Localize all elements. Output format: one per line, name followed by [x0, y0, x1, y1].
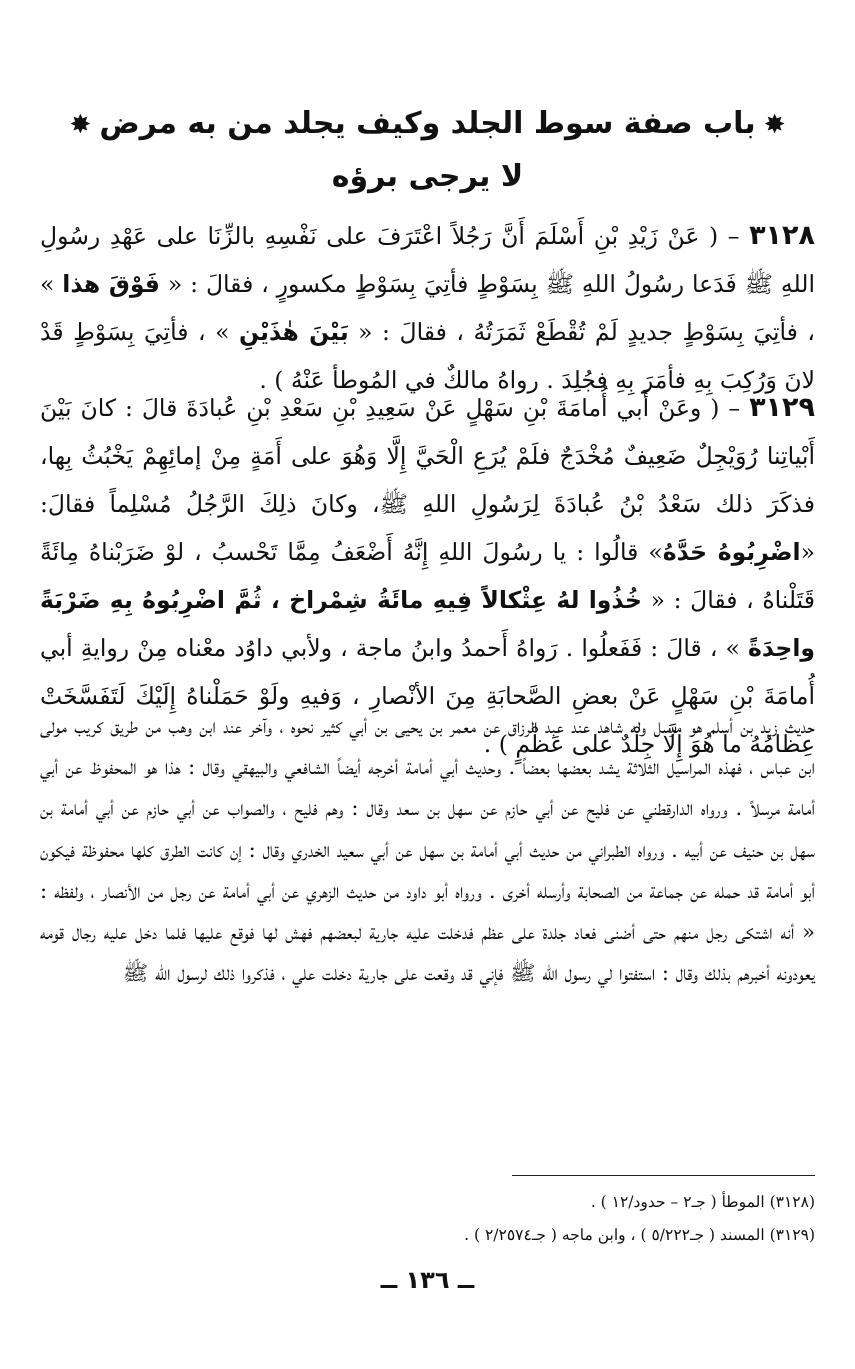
hadith-quote: فَوْقَ هذا — [62, 270, 160, 298]
footnote-3129: (٣١٢٩) المسند ( جـ٥/٢٢٢ ) ، وابن ماجه ( جـ٢/٢٥٧٤ ) . — [464, 1226, 815, 1244]
hadith-3128 — [40, 212, 815, 404]
page-number: ــ ١٣٦ ــ — [380, 1266, 475, 1294]
hadith-text: » ، فأتِيَ بِسَوْطٍ جديدٍ لَمْ تُقْطَعْ ثَمَرَتُهُ ، فقالَ : « — [40, 270, 816, 346]
footnotes — [40, 1186, 815, 1252]
chapter-title-line-2: لا يرجى برؤه — [331, 159, 524, 194]
hadith-number: ٣١٢٨ — [749, 220, 815, 251]
hadith-text: – ( وعَنْ أَبي أُمامَةَ بْنِ سَهْلٍ عَنْ سَعِيدِ بْنِ سَعْدِ بْنِ عُبادَةَ قالَ : كانَ بَيْنَ أَبْياتِنا رُوَيْجِلٌ ضَعِيفٌ مُخْدَجٌ فلَمْ يُرَعِ الْحَيَّ إِلَّا وَهُوَ على أَمَةٍ مِنْ إمائِهِمْ يَخْبُثُ بِها، فذكَرَ ذلك سَعْدُ بْنُ عُبادَةَ لِرَسُولِ اللهِ ﷺ، وكانَ ذلِكَ الرَّجُلُ مُسْلِماً فقالَ: « — [40, 394, 815, 566]
chapter-title-line-1 — [40, 98, 815, 151]
star-ornament-icon: ✸ — [763, 110, 786, 140]
hadith-quote: اضْرِبُوهُ حَدَّهُ — [662, 538, 801, 566]
hadith-number: ٣١٢٩ — [749, 392, 815, 423]
hadith-text: » ، قالَ : فَفَعلُوا . رَواهُ أَحمدُ وابنُ ماجة ، ولأبي داوُد معْناه مِنْ روايةِ أبي أُمامَةَ بْنِ سَهْلٍ عَنْ بعضِ الصَّحابَةِ مِنَ الأنْصارِ ، وَفيهِ ولَوْ حَمَلْناهُ إِلَيْكَ لَتَفَسَّخَتْ عِظامُهُ ما هُوَ إِلَّا جِلْدٌ على عَظْمٍ ) . — [40, 634, 815, 758]
hadith-text: » قالُوا : يا رسُولَ اللهِ إِنَّهُ أَضْعَفُ مِمَّا تَحْسبُ ، لوْ ضَرَبْناهُ مِائَةً قَتَلْناهُ ، فقالَ : « — [40, 538, 815, 614]
footnote-3128: (٣١٢٨) الموطأ ( جـ٢ – حدود/١٢ ) . — [590, 1193, 815, 1211]
footnote-divider — [512, 1175, 815, 1176]
hadith-text: » ، فأتِيَ بِسَوْطٍ قَدْ لانَ وَرُكِبَ بِهِ فأمَرَ بِهِ فجُلِدَ . رواهُ مالكٌ في المُوطأ عَنْهُ ) . — [40, 318, 815, 394]
chapter-title-text: باب صفة سوط الجلد وكيف يجلد من به مرض — [99, 106, 756, 141]
commentary-paragraph: حديث زيد بن أسلم هو مرسل وله شاهد عند عبد الرزاق عن معمر بن يحيى بن أبي كثير نحوه ، وآخر عند ابن وهب من طريق كريب مولى ابن عباس ، فهذه المراسيل الثلاثة يشد بعضها بعضاً . وحديث أبي أمامة أخرجه أيضاً الشافعي والبيهقي وقال : هذا هو المحفوظ عن أبي أمامة مرسلاً . ورواه الدارقطني عن فليح عن أبي حازم عن سهل بن سعد وقال : وهم فليح ، والصواب عن أبي حازم عن أبي أمامة بن سهل بن حنيف عن أبيه . ورواه الطبراني من حديث أبي أمامة بن سهل عن أبي سعيد الخدري وقال : إن كانت الطرق كلها محفوظة فيكون أبو أمامة قد حمله عن جماعة من الصحابة وأرسله أخرى . ورواه أبو داود من حديث الزهري عن أبي أمامة عن رجل من الأنصار ، ولفظه : « أنه اشتكى رجل منهم حتى أضنى فعاد جلدة على عظم فدخلت عليه جارية لبعضهم فهش لها فوقع عليها فلما دخل عليه رجال قومه يعودونه أخبرهم بذلك وقال : استفتوا لي رسول الله ﷺ فإني قد وقعت على جارية دخلت علي ، فذكروا ذلك لرسول الله ﷺ — [40, 714, 815, 986]
hadith-text: – ( عَنْ زَيْدِ بْنِ أَسْلَمَ أَنَّ رَجُلاً اعْتَرَفَ على نَفْسِهِ بالزِّنَا على عَهْدِ رسُولِ اللهِ ﷺ فَدَعا رسُولُ اللهِ ﷺ بِسَوْطٍ فأتِيَ بِسَوْطٍ مكسورٍ ، فقالَ : « — [40, 222, 815, 298]
hadith-quote: بَيْنَ هٰذَيْنِ — [239, 318, 349, 346]
chapter-heading — [40, 98, 815, 203]
hadith-quote: خُذُوا لهُ عِثْكالاً فِيهِ مائَةُ شِمْراخ ، ثُمَّ اضْرِبُوهُ بِهِ ضَرْبَةً واحِدَةً — [40, 586, 815, 662]
star-ornament-icon: ✸ — [69, 110, 92, 140]
